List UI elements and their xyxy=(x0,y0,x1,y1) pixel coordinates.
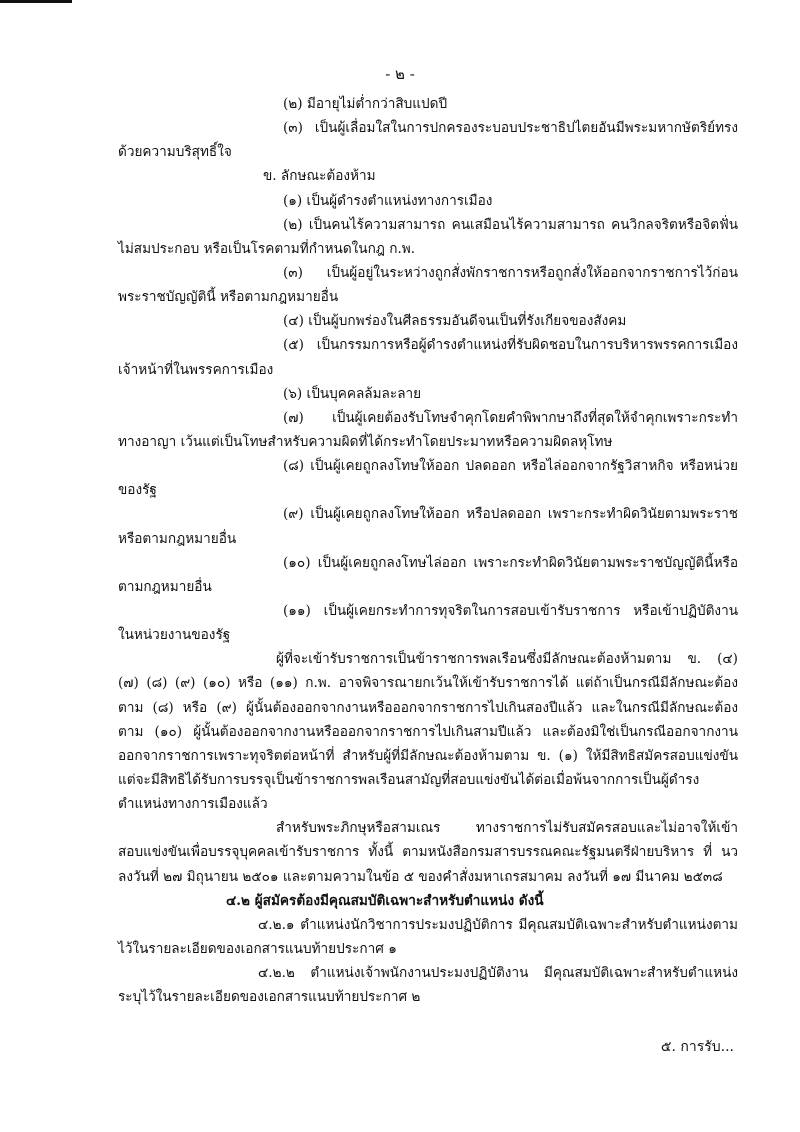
text-line: ตามกฎหมายอื่น xyxy=(118,578,212,595)
text-line: แต่จะมีสิทธิได้รับการบรรจุเป็นข้าราชการพลเรือนสามัญที่สอบแข่งขันได้ต่อเมื่อพ้นจากการเป็นผู้ดำรง xyxy=(118,771,700,788)
text-line: (๓) เป็นผู้เลื่อมใสในการปกครองระบอบประชาธิปไตยอันมีพระมหากษัตริย์ทรง xyxy=(283,120,738,137)
text-line: ไว้ในรายละเอียดของเอกสารแนบท้ายประกาศ ๑ xyxy=(118,940,397,957)
text-line: ในหน่วยงานของรัฐ xyxy=(118,627,231,644)
text-line: ตาม (๑๐) ผู้นั้นต้องออกจากงานหรือออกจากราชการไปเกินสามปีแล้ว และต้องมิใช่เป็นกรณีออกจากงาน xyxy=(118,723,738,740)
section-heading: ๔.๒ ผู้สมัครต้องมีคุณสมบัติเฉพาะสำหรับตำแหน่ง ดังนี้ xyxy=(226,892,544,909)
text-line: เจ้าหน้าที่ในพรรคการเมือง xyxy=(118,361,274,378)
text-line: (๓) เป็นผู้อยู่ในระหว่างถูกสั่งพักราชการหรือถูกสั่งให้ออกจากราชการไว้ก่อน xyxy=(283,264,738,281)
text-line: (๗) (๘) (๙) (๑๐) หรือ (๑๑) ก.พ. อาจพิจารณายกเว้นให้เข้ารับราชการได้ แต่ถ้าเป็นกรณีมีลักษณะต้อง xyxy=(118,675,738,692)
text-line: ทางอาญา เว้นแต่เป็นโทษสำหรับความผิดที่ได้กระทำโดยประมาทหรือความผิดลหุโทษ xyxy=(118,433,613,450)
text-line: (๑) เป็นผู้ดำรงตำแหน่งทางการเมือง xyxy=(283,192,493,209)
text-line: (๔) เป็นผู้บกพร่องในศีลธรรมอันดีจนเป็นที่รังเกียจของสังคม xyxy=(283,313,627,330)
text-line: ออกจากราชการเพราะทุจริตต่อหน้าที่ สำหรับผู้ที่มีลักษณะต้องห้ามตาม ข. (๑) ให้มีสิทธิสมัครสอบแข่งขัน xyxy=(118,747,738,764)
text-line: ตาม (๘) หรือ (๙) ผู้นั้นต้องออกจากงานหรือออกจากราชการไปเกินสองปีแล้ว และในกรณีมีลักษณะต้อง xyxy=(118,699,738,716)
text-line: ลงวันที่ ๒๗ มิถุนายน ๒๕๐๑ และตามความในข้อ ๕ ของคำสั่งมหาเถรสมาคม ลงวันที่ ๑๗ มีนาคม ๒๕๓๘ xyxy=(118,868,723,885)
text-line: ด้วยความบริสุทธิ์ใจ xyxy=(118,144,232,161)
text-line: ตำแหน่งทางการเมืองแล้ว xyxy=(118,796,268,813)
text-line: (๒) มีอายุไม่ต่ำกว่าสิบแปดปี xyxy=(283,96,448,112)
document-body xyxy=(118,92,738,1009)
text-line: พระราชบัญญัตินี้ หรือตามกฎหมายอื่น xyxy=(118,289,339,306)
text-line: ไม่สมประกอบ หรือเป็นโรคตามที่กำหนดในกฎ ก.พ. xyxy=(118,240,416,257)
text-line: (๑๐) เป็นผู้เคยถูกลงโทษไล่ออก เพราะกระทำผิดวินัยตามพระราชบัญญัตินี้หรือ xyxy=(283,554,738,571)
page-number: - ๒ - xyxy=(385,65,415,83)
text-line: ผู้ที่จะเข้ารับราชการเป็นข้าราชการพลเรือนซึ่งมีลักษณะต้องห้ามตาม ข. (๔) xyxy=(276,651,738,668)
text-line: ระบุไว้ในรายละเอียดของเอกสารแนบท้ายประกาศ ๒ xyxy=(118,989,421,1006)
text-line: (๗) เป็นผู้เคยต้องรับโทษจำคุกโดยคำพิพากษาถึงที่สุดให้จำคุกเพราะกระทำ xyxy=(283,409,738,426)
text-line: ของรัฐ xyxy=(118,482,157,499)
text-line: ๔.๒.๑ ตำแหน่งนักวิชาการประมงปฏิบัติการ มีคุณสมบัติเฉพาะสำหรับตำแหน่งตาม xyxy=(258,916,738,933)
text-line: (๒) เป็นคนไร้ความสามารถ คนเสมือนไร้ความสามารถ คนวิกลจริตหรือจิตฟั่น xyxy=(283,216,738,233)
text-line: สำหรับพระภิกษุหรือสามเณร ทางราชการไม่รับสมัครสอบและไม่อาจให้เข้า xyxy=(276,820,738,837)
text-line: หรือตามกฎหมายอื่น xyxy=(118,530,237,547)
text-line: (๑๑) เป็นผู้เคยกระทำการทุจริตในการสอบเข้ารับราชการ หรือเข้าปฏิบัติงาน xyxy=(283,602,738,619)
continuation-footer: ๕. การรับ... xyxy=(660,1039,734,1055)
scan-edge-mark xyxy=(0,0,72,3)
text-line: (๘) เป็นผู้เคยถูกลงโทษให้ออก ปลดออก หรือไล่ออกจากรัฐวิสาหกิจ หรือหน่วย xyxy=(283,458,738,475)
text-line: ๔.๒.๒ ตำแหน่งเจ้าพนักงานประมงปฏิบัติงาน มีคุณสมบัติเฉพาะสำหรับตำแหน่ง xyxy=(258,965,738,982)
text-line: (๖) เป็นบุคคลล้มละลาย xyxy=(283,385,422,402)
text-line: (๕) เป็นกรรมการหรือผู้ดำรงตำแหน่งที่รับผิดชอบในการบริหารพรรคการเมือง xyxy=(283,337,738,354)
section-heading: ข. ลักษณะต้องห้าม xyxy=(263,168,376,185)
text-line: สอบแข่งขันเพื่อบรรจุบุคคลเข้ารับราชการ ทั้งนี้ ตามหนังสือกรมสารบรรณคณะรัฐมนตรีฝ่ายบริหาร ที่ นว xyxy=(118,844,738,861)
text-line: (๙) เป็นผู้เคยถูกลงโทษให้ออก หรือปลดออก เพราะกระทำผิดวินัยตามพระราช xyxy=(283,506,738,523)
